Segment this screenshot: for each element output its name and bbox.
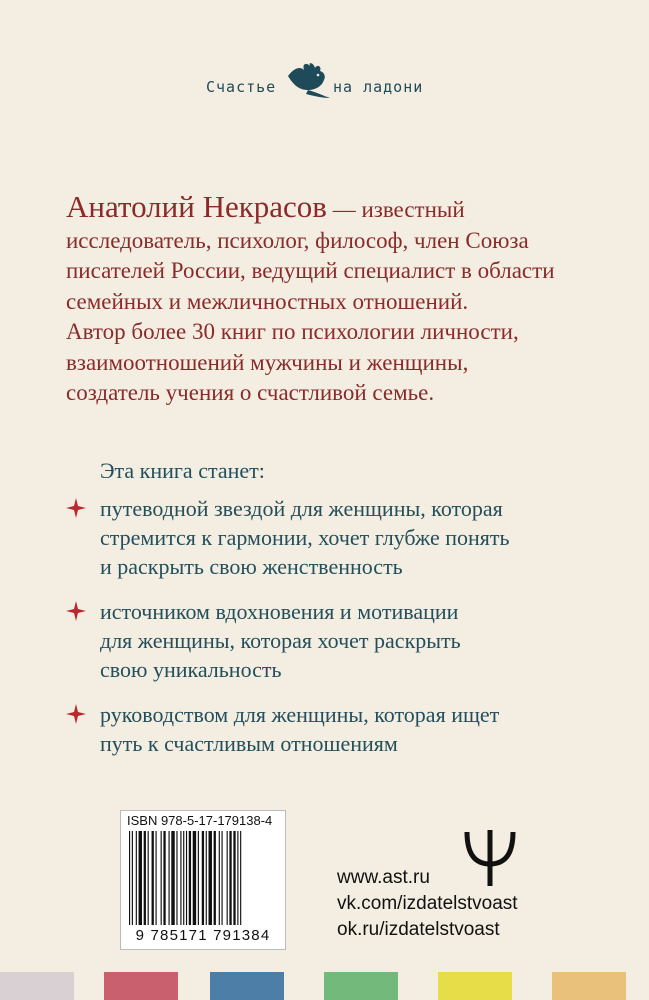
color-swatch bbox=[324, 972, 398, 1000]
color-swatch bbox=[104, 972, 178, 1000]
list-intro: Эта книга станет: bbox=[100, 458, 265, 483]
bio-line-3: писателей России, ведущий специалист в области bbox=[66, 258, 555, 283]
barcode-bars bbox=[121, 831, 285, 927]
isbn-number: ISBN 978-5-17-179138-4 bbox=[127, 813, 273, 828]
color-swatches bbox=[0, 972, 649, 1000]
bird-hand-icon bbox=[286, 62, 332, 100]
list-item-line: путеводной звездой для женщины, которая bbox=[100, 496, 503, 521]
series-title-left: Счастье bbox=[206, 78, 277, 96]
benefit-list bbox=[66, 494, 586, 774]
bio-line-1 bbox=[66, 189, 606, 226]
barcode-digits: 9 785171 791384 bbox=[135, 927, 271, 944]
color-swatch bbox=[0, 972, 74, 1000]
author-bio bbox=[66, 189, 606, 409]
list-item-line: путь к счастливым отношениям bbox=[100, 731, 398, 756]
list-item-line: для женщины, которая хочет раскрыть bbox=[100, 628, 461, 653]
list-item bbox=[66, 700, 586, 758]
bio-line-2: исследователь, психолог, философ, член Союза bbox=[66, 227, 529, 253]
publisher-links bbox=[337, 865, 518, 943]
author-name: Анатолий Некрасов bbox=[66, 189, 327, 224]
bio-line-5: Автор более 30 книг по психологии личности, bbox=[66, 319, 519, 344]
link-website[interactable]: www.ast.ru bbox=[337, 867, 430, 888]
link-vk[interactable]: vk.com/izdatelstvoast bbox=[337, 893, 518, 914]
list-item-line: источником вдохновения и мотивации bbox=[100, 599, 459, 624]
color-swatch bbox=[438, 972, 512, 1000]
bio-line-1-rest: — известный bbox=[326, 197, 465, 222]
series-logo bbox=[0, 62, 649, 102]
star-bullet-icon bbox=[66, 498, 86, 518]
list-item-line: стремится к гармонии, хочет глубже понять bbox=[100, 525, 510, 550]
star-bullet-icon bbox=[66, 704, 86, 724]
list-item-line: и раскрыть свою женственность bbox=[100, 554, 403, 579]
list-item-line: свою уникальность bbox=[100, 657, 282, 682]
color-swatch bbox=[552, 972, 626, 1000]
bio-line-4: семейных и межличностных отношений. bbox=[66, 288, 469, 314]
color-swatch bbox=[210, 972, 284, 1000]
list-item bbox=[66, 494, 586, 581]
bio-line-6: взаимоотношений мужчины и женщины, bbox=[66, 349, 469, 375]
series-title-right: на ладони bbox=[333, 78, 424, 96]
link-ok[interactable]: ok.ru/izdatelstvoast bbox=[337, 919, 500, 940]
isbn-barcode bbox=[120, 810, 286, 950]
list-item-line: руководством для женщины, которая ищет bbox=[100, 702, 500, 727]
list-item bbox=[66, 597, 586, 684]
star-bullet-icon bbox=[66, 601, 86, 621]
bio-line-7: создатель учения о счастливой семье. bbox=[66, 380, 435, 405]
